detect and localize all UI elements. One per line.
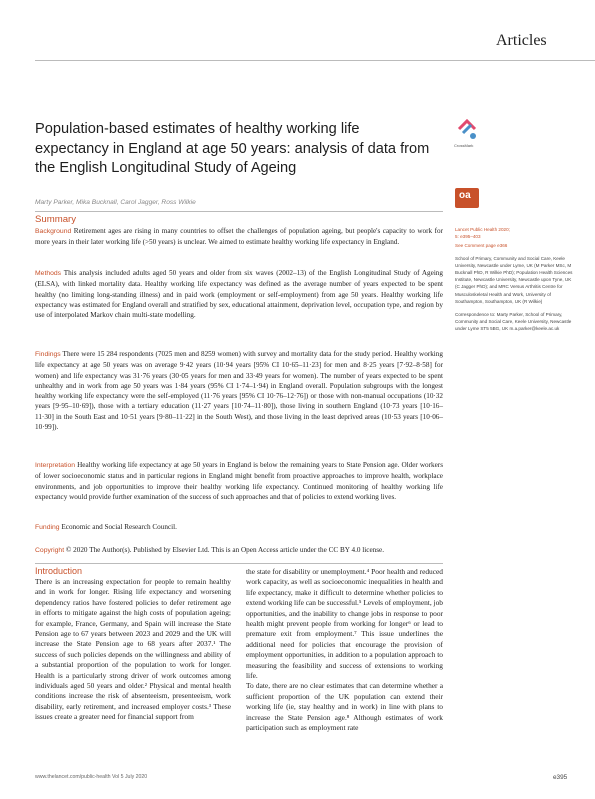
methods-paragraph: [35, 268, 443, 320]
intro-heading: Introduction: [35, 566, 83, 576]
footer-page-number: e395: [553, 774, 568, 781]
copyright-paragraph: [35, 545, 443, 556]
methods-label: Methods: [35, 270, 62, 277]
oa-label: oa: [459, 190, 471, 201]
interpretation-paragraph: [35, 460, 443, 502]
background-text: Retirement ages are rising in many countries to offset the challenges of population ageing, but people's capacity to work for more years in their later working life (>50 years) is unclear. We aimed to estimate healthy working life expectancy in England.: [35, 227, 443, 247]
crossmark-label: CrossMark: [454, 143, 474, 148]
citation-line-1: Lancet Public Health 2020;: [455, 227, 510, 232]
funding-text: Economic and Social Research Council.: [59, 523, 177, 531]
header-rule: [35, 60, 595, 61]
findings-text: There were 15 284 respondents (7025 men and 8259 women) with survey and mortality data for the study period. Healthy working life expectancy at age 50 years was on average 9·42 years (10·94 years [95% CI 10·65–11·23] for men and 8·25 years [7·92–8·58] for women) and life expectancy was 31·76 years (30·05 years for men and 33·49 years for women). The number of years expected to be spent unhealthy and in work from age 50 years was 1·84 years (95% CI 1·74–1·94) in England overall. Population subgroups with the longest healthy working life expectancy were the self-employed (11·76 years [95% CI 10·76–12·76]) or those with non-manual occupations (10·32 years [9·95–10·69]), those with a tertiary education (11·27 years [10·74–11·80]), those living in southern England (10·73 years [10·16–11·30] in the South East and 10·51 years [9·80–11·22] in the South West), and those living in the least deprived areas (10·53 years [10·06–10·99]).: [35, 350, 443, 432]
background-paragraph: [35, 226, 443, 248]
copyright-label: Copyright: [35, 547, 65, 554]
header-bar: [496, 20, 595, 65]
correspondence: Correspondence to: Marty Parker, School of Primary, Community and Social Care, Keele University, Newcastle under Lyme ST5 5BG, UK m.a.parker@keele.ac.uk: [455, 312, 572, 332]
findings-label: Findings: [35, 351, 61, 358]
intro-rule: [35, 563, 443, 564]
intro-column-1: There is an increasing expectation for people to remain healthy and in work for longer. Rising life expectancy and worsening dependency ratios have fostered policies to defer retirement age in efforts to mitigate against the high costs of population ageing; for example, France, Germany, and Spain will increase the State Pension age to 67 years between 2023 and 2029 and the UK will increase the State Pension age to 68 years after 2037.¹ The success of such policies depends on the willingness and ability of a substantial proportion of the population to work for longer. Health is a particularly strong driver of work outcomes among individuals aged 50 years and older.² Physical and mental health conditions increase the risk of absenteeism, presenteeism, work disability, early retirement, and increased employer costs.³ These issues create a greater need for financial support from: [35, 577, 231, 722]
comment-link[interactable]: See Comment page e366: [455, 243, 508, 249]
funding-label: Funding: [35, 524, 60, 531]
citation-line-2: 5: e395–403: [455, 234, 481, 240]
crossmark-badge[interactable]: [452, 118, 482, 154]
author-list: Marty Parker, Mika Bucknall, Carol Jagger, Ross Wilkie: [35, 199, 196, 206]
copyright-text: © 2020 The Author(s). Published by Elsevier Ltd. This is an Open Access article under the CC BY 4.0 license.: [64, 546, 385, 554]
summary-heading: Summary: [35, 214, 77, 225]
crossmark-icon: [456, 118, 478, 140]
methods-text: This analysis included adults aged 50 years and older from six waves (2002–13) of the English Longitudinal Study of Ageing (ELSA), with linked mortality data. Healthy working life expectancy was defined as the average number of years expected to be spent healthy (no limiting long-standing illness) and in paid work (employment or self-employment) from age 50 years. Healthy working life expectancy was estimated for England overall and stratified by sex, educational attainment, deprivation level, occupation type, and region by use of interpolated Markov chain multi-state modelling.: [35, 269, 443, 320]
affiliations: School of Primary, Community and Social Care, Keele University, Newcastle under Lyme, UK (M Parker MSc, M Bucknall PhD, R Wilkie PhD); Population Health Sciences Institute, Newcastle University, Newcastle upon Tyne, UK (C Jagger PhD); and MRC Versus Arthritis Centre for Musculoskeletal Health and Work, University of Southampton, Southampton, UK (R Wilkie): [455, 255, 573, 304]
findings-paragraph: [35, 349, 443, 432]
interpretation-label: Interpretation: [35, 462, 76, 469]
open-access-badge: [455, 188, 479, 208]
interpretation-text: Healthy working life expectancy at age 50 years in England is below the remaining years to State Pension age. Older workers of lower socioeconomic status and in particular regions in England might benefit from proactive approaches to improve health, workplace environments, and job opportunities to improve their healthy working life expectancy. Continued monitoring of healthy working life expectancy would provide further examination of the success of such approaches and that of policies to extend working lives.: [35, 461, 443, 501]
funding-paragraph: [35, 522, 443, 533]
article-title: Population-based estimates of healthy working life expectancy in England at age 50 years: analysis of data from the English Longitudinal Study of Ageing: [35, 121, 430, 176]
background-label: Background: [35, 228, 72, 235]
summary-rule: [35, 211, 443, 212]
intro-column-2: the state for disability or unemployment.⁴ Poor health and reduced work capacity, as well as socioeconomic inequalities in health and life expectancy, make it difficult to determine whether policies to extend working life can be successful.⁵ Levels of employment, job opportunities, and the inability to change jobs in response to poor health might prevent people from working for longer⁶ or lead to premature exit from employment.⁷ This issue underlines the additional need for policies that encourage the provision of employment opportunities, in addition to a population approach to measuring the feasibility and success of extensions to working life. To date, there are no clear estimates that can determine whether a sufficient proportion of the UK population can extend their working life (ie, stay healthy and in work) in line with plans to increase the State Pension age.⁸ Although estimates of work participation such as employment rate: [246, 567, 443, 733]
section-label: Articles: [496, 32, 547, 49]
sidebar: [455, 226, 575, 333]
footer-journal: www.thelancet.com/public-health Vol 5 July 2020: [35, 774, 148, 780]
